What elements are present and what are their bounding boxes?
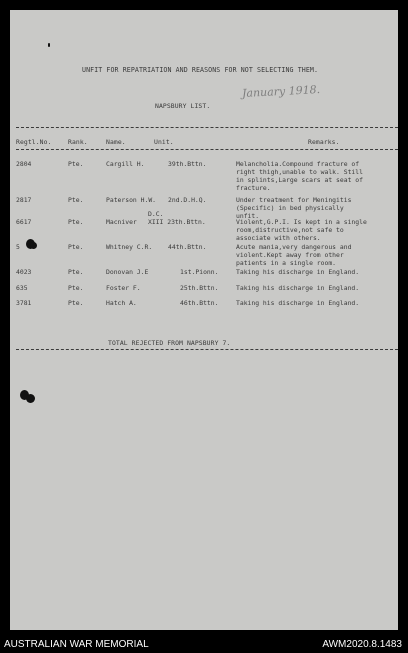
footer-source: AUSTRALIAN WAR MEMORIAL (4, 639, 149, 650)
remarks-line: Taking his discharge in England. (236, 268, 360, 276)
name: Cargill H. (106, 160, 145, 168)
remarks-line: (Specific) in bed physically (236, 204, 344, 212)
total-rejected: TOTAL REJECTED FROM NAPSBURY 7. (108, 339, 231, 347)
column-header-unit: Unit. (154, 138, 174, 146)
unit-note: D.C. (148, 210, 164, 218)
unit: XIII 23th.Bttn. (148, 218, 206, 226)
rank: Pte. (68, 268, 84, 276)
remarks (236, 218, 396, 242)
remarks-line: Melancholia.Compound fracture of (236, 160, 360, 168)
name: Macniver (106, 218, 137, 226)
document-title: UNFIT FOR REPATRIATION AND REASONS FOR NOT SELECTING THEM. (82, 66, 319, 74)
remarks (236, 196, 396, 220)
footer-reference: AWM2020.8.1483 (322, 639, 402, 650)
total-rule (16, 349, 398, 350)
column-header-name: Name. (106, 138, 126, 146)
rank: Pte. (68, 284, 84, 292)
regtl-no: 635 (16, 284, 28, 292)
remarks-line: unfit. (236, 212, 260, 220)
handwritten-date: January 1918. (241, 82, 321, 101)
name: Donovan J.E (106, 268, 149, 276)
regtl-no: 5 (16, 243, 20, 251)
name: Whitney C.R. (106, 243, 153, 251)
regtl-no: 4023 (16, 268, 32, 276)
punch-hole (26, 394, 35, 403)
rank: Pte. (68, 299, 84, 307)
header-rule-bottom (16, 149, 398, 150)
ink-mark (48, 43, 50, 47)
unit: 1st.Pionn. (180, 268, 219, 276)
list-title: NAPSBURY LIST. (155, 102, 211, 110)
header-rule-top (16, 127, 398, 128)
unit: 44th.Bttn. (168, 243, 207, 251)
remarks-line: patients in a single room. (236, 259, 337, 267)
unit: 39th.Bttn. (168, 160, 207, 168)
rank: Pte. (68, 196, 84, 204)
unit: 46th.Bttn. (180, 299, 219, 307)
remarks (236, 299, 396, 307)
remarks (236, 160, 396, 192)
remarks-line: room,distructive,not safe to (236, 226, 344, 234)
rank: Pte. (68, 160, 84, 168)
remarks-line: Taking his discharge in England. (236, 299, 360, 307)
punch-hole (30, 242, 37, 249)
remarks-line: Violent,G.P.I. Is kept in a single (236, 218, 367, 226)
remarks (236, 243, 396, 267)
column-header-rank: Rank. (68, 138, 88, 146)
remarks-line: Under treatment for Meningitis (236, 196, 352, 204)
regtl-no: 3781 (16, 299, 32, 307)
remarks-line: Taking his discharge in England. (236, 284, 360, 292)
remarks-line: in splints,Large scars at seat of (236, 176, 363, 184)
remarks-line: violent.Kept away from other (236, 251, 344, 259)
remarks-line: fracture. (236, 184, 271, 192)
remarks (236, 284, 396, 292)
remarks (236, 268, 396, 276)
regtl-no: 6617 (16, 218, 32, 226)
remarks-line: associate with others. (236, 234, 321, 242)
name: Foster F. (106, 284, 141, 292)
unit: 2nd.D.H.Q. (168, 196, 207, 204)
unit: 25th.Bttn. (180, 284, 219, 292)
document-page (10, 10, 398, 630)
remarks-line: right thigh,unable to walk. Still (236, 168, 363, 176)
rank: Pte. (68, 243, 84, 251)
rank: Pte. (68, 218, 84, 226)
column-header-regtl-no: Regtl.No. (16, 138, 52, 146)
remarks-line: Acute mania,very dangerous and (236, 243, 352, 251)
name: Hatch A. (106, 299, 137, 307)
name: Paterson H.W. (106, 196, 157, 204)
column-header-remarks: Remarks. (308, 138, 340, 146)
footer-bar (0, 636, 408, 653)
regtl-no: 2817 (16, 196, 32, 204)
regtl-no: 2804 (16, 160, 32, 168)
